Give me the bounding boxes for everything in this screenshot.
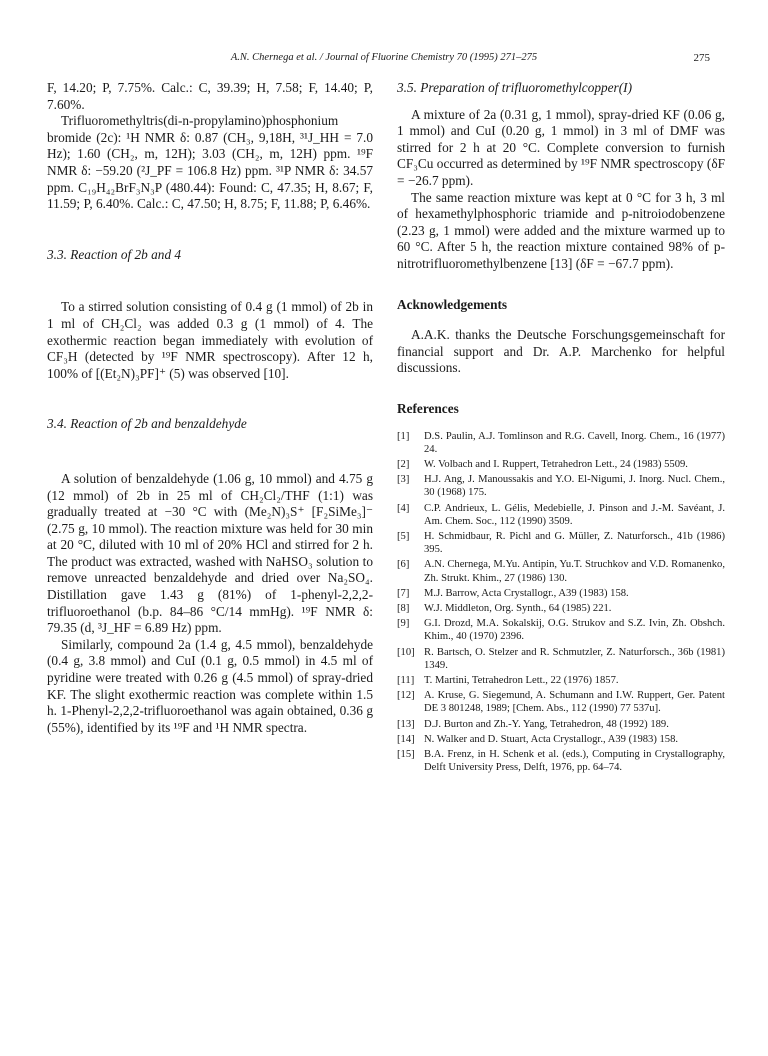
reference-text: W. Volbach and I. Ruppert, Tetrahedron Lett., 24 (1983) 5509. xyxy=(424,458,688,470)
reference-text: G.I. Drozd, M.A. Sokalskij, O.G. Strukov and S.Z. Ivin, Zh. Obshch. Khim., 40 (1970) 2396. xyxy=(424,618,725,643)
section-heading-3-5: 3.5. Preparation of trifluoromethylcopper(I) xyxy=(397,80,633,95)
paragraph-compound-2c: Trifluoromethyltris(di-n-propylamino)phosphonium bromide (2c): ¹H NMR δ: 0.87 (CH₃, 9,18H, ³¹J_HH = 7.0 Hz); 1.60 (CH₂, m, 12H); 3.03 (CH₂, m, 12H) ppm. ¹⁹F NMR δ: −59.20 (²J_PF = 106.8 Hz) ppm. ³¹P NMR δ: 34.57 ppm. C₁₉H₄₂BrF₃N₃P (480.44): Found: C, 47.35; H, 8.67; F, 11.59; P, 6.40%. Calc.: C, 47.50; H, 8.75; F, 11.88; P, 6.46%. xyxy=(47,113,373,212)
reference-item xyxy=(397,718,725,731)
reference-item xyxy=(397,530,725,556)
reference-item xyxy=(397,689,725,715)
reference-text: D.S. Paulin, A.J. Tomlinson and R.G. Cavell, Inorg. Chem., 16 (1977) 24. xyxy=(424,430,725,455)
running-title: A.N. Chernega et al. / Journal of Fluorine Chemistry 70 (1995) 271–275 xyxy=(230,52,538,63)
reference-number: [4] xyxy=(397,502,410,514)
reference-number: [8] xyxy=(397,602,410,614)
paragraph-benzaldehyde-procedure: A solution of benzaldehyde (1.06 g, 10 mmol) and 4.75 g (12 mmol) of 2b in 25 ml of CH₂Cl₂/THF (1:1) was gradually treated at −30 °C with (Me₂N)₃S⁺ [F₂SiMe₃]⁻ (2.75 g, 10 mmol). The reaction mixture was held for 30 min at 20 °C, diluted with 10 ml of 20% HCl and stirred for 2 h. The product was extracted, washed with NaHSO₃ solution to remove unreacted benzaldehyde and dried over Na₂SO₄. Distillation gave 1.43 g (81%) of 1-phenyl-2,2,2-trifluoroethanol (b.p. 84–86 °C/14 mmHg). ¹⁹F NMR δ: 79.35 (d, ³J_HF = 6.89 Hz) ppm. xyxy=(47,470,373,636)
reference-text: D.J. Burton and Zh.-Y. Yang, Tetrahedron, 48 (1992) 189. xyxy=(424,718,669,730)
section-heading-3-4: 3.4. Reaction of 2b and benzaldehyde xyxy=(47,416,247,432)
paragraph-analysis-2b: F, 14.20; P, 7.75%. Calc.: C, 39.39; H, 7.58; F, 14.40; P, 7.60%. xyxy=(47,80,373,112)
paragraph-reaction-2b-4: To a stirred solution consisting of 0.4 g (1 mmol) of 2b in 1 ml of CH₂Cl₂ was added 0.3 g (1 mmol) of 4. The exothermic reaction began immediately with evolution of CF₃H (detected by ¹⁹F NMR spectroscopy). After 12 h, 100% of [(Et₂N)₃PF]⁺ (5) was observed [10]. xyxy=(47,299,373,381)
reference-item xyxy=(397,558,725,584)
paragraph-benzaldehyde-2a: Similarly, compound 2a (1.4 g, 4.5 mmol), benzaldehyde (0.4 g, 3.8 mmol) and CuI (0.1 g, 0.5 mmol) in 4.5 ml of pyridine were treated with 0.26 g (4.5 mmol) of spray-dried KF. The slight exothermic reaction was complete within 1.5 h. 1-Phenyl-2,2,2-trifluoroethanol was again obtained, 0.36 g (55%), identified by its ¹⁹F and ¹H NMR spectra. xyxy=(47,636,373,735)
reference-item xyxy=(397,646,725,672)
reference-item xyxy=(397,748,725,774)
reference-text: A. Kruse, G. Siegemund, A. Schumann and I.W. Ruppert, Ger. Patent DE 3 801248, 1989; [Chem. Abs., 112 (1990) 77 537u]. xyxy=(424,690,725,715)
reference-number: [9] xyxy=(397,618,410,630)
right-column xyxy=(397,80,725,776)
reference-text: B.A. Frenz, in H. Schenk et al. (eds.), Computing in Crystallography, Delft University Press, Delft, 1976, pp. 64–74. xyxy=(424,748,725,774)
reference-text: T. Martini, Tetrahedron Lett., 22 (1976) 1857. xyxy=(424,674,619,686)
reference-text: M.J. Barrow, Acta Crystallogr., A39 (1983) 158. xyxy=(424,587,629,599)
references-heading: References xyxy=(397,400,459,416)
reference-item xyxy=(397,587,725,600)
section-heading-3-3: 3.3. Reaction of 2b and 4 xyxy=(47,246,182,262)
reference-number: [11] xyxy=(397,674,415,686)
acknowledgements-heading: Acknowledgements xyxy=(397,296,508,312)
reference-number: [12] xyxy=(397,690,415,702)
reference-number: [1] xyxy=(397,430,410,442)
reference-item xyxy=(397,733,725,746)
reference-number: [14] xyxy=(397,733,415,745)
reference-item xyxy=(397,674,725,687)
reference-text: A.N. Chernega, M.Yu. Antipin, Yu.T. Struchkov and V.D. Romanenko, Zh. Strukt. Khim., 27 (1986) 130. xyxy=(424,559,725,584)
reference-number: [15] xyxy=(397,748,415,760)
reference-item xyxy=(397,602,725,615)
running-header xyxy=(0,52,768,68)
paragraph-cf3cu-reaction: The same reaction mixture was kept at 0 °C for 3 h, 3 ml of hexamethylphosphoric triamide and p-nitroiodobenzene (2.23 g, 1 mmol) were added and the mixture warmed up to 60 °C. After 5 h, the reaction mixture contained 98% of p-nitrotrifluoromethylbenzene [13] (δF = −67.7 ppm). xyxy=(397,189,725,271)
reference-text: H.J. Ang, J. Manoussakis and Y.O. El-Nigumi, J. Inorg. Nucl. Chem., 30 (1968) 175. xyxy=(424,474,725,499)
reference-item xyxy=(397,458,725,471)
reference-number: [10] xyxy=(397,646,415,658)
reference-text: C.P. Andrieux, L. Gélis, Medebielle, J. Pinson and J.-M. Savéant, J. Am. Chem. Soc., 112 (1990) 3509. xyxy=(424,502,725,527)
reference-number: [7] xyxy=(397,587,410,599)
reference-text: H. Schmidbaur, R. Pichl and G. Müller, Z. Naturforsch., 41b (1986) 395. xyxy=(424,530,725,556)
reference-number: [3] xyxy=(397,474,410,486)
reference-text: R. Bartsch, O. Stelzer and R. Schmutzler, Z. Naturforsch., 36b (1981) 1349. xyxy=(424,646,725,671)
reference-number: [13] xyxy=(397,718,415,730)
acknowledgements-text: A.A.K. thanks the Deutsche Forschungsgemeinschaft for financial support and Dr. A.P. Marchenko for helpful discussions. xyxy=(397,327,725,376)
reference-text: N. Walker and D. Stuart, Acta Crystallogr., A39 (1983) 158. xyxy=(424,733,679,745)
reference-text: W.J. Middleton, Org. Synth., 64 (1985) 221. xyxy=(424,602,612,614)
reference-number: [5] xyxy=(397,530,410,542)
reference-number: [6] xyxy=(397,559,410,571)
left-column xyxy=(47,80,373,736)
reference-list xyxy=(397,430,725,775)
reference-item xyxy=(397,430,725,456)
reference-item xyxy=(397,617,725,643)
reference-number: [2] xyxy=(397,458,410,470)
reference-item xyxy=(397,473,725,499)
reference-item xyxy=(397,502,725,528)
paragraph-cf3cu-prep: A mixture of 2a (0.31 g, 1 mmol), spray-dried KF (0.06 g, 1 mmol) and CuI (0.20 g, 1 mmol) in 3 ml of DMF was stirred for 2 h at 20 °C. Complete conversion to furnish CF₃Cu occurred as determined by ¹⁹F NMR spectroscopy (δF = −26.7 ppm). xyxy=(397,106,725,188)
page-number: 275 xyxy=(693,52,710,64)
